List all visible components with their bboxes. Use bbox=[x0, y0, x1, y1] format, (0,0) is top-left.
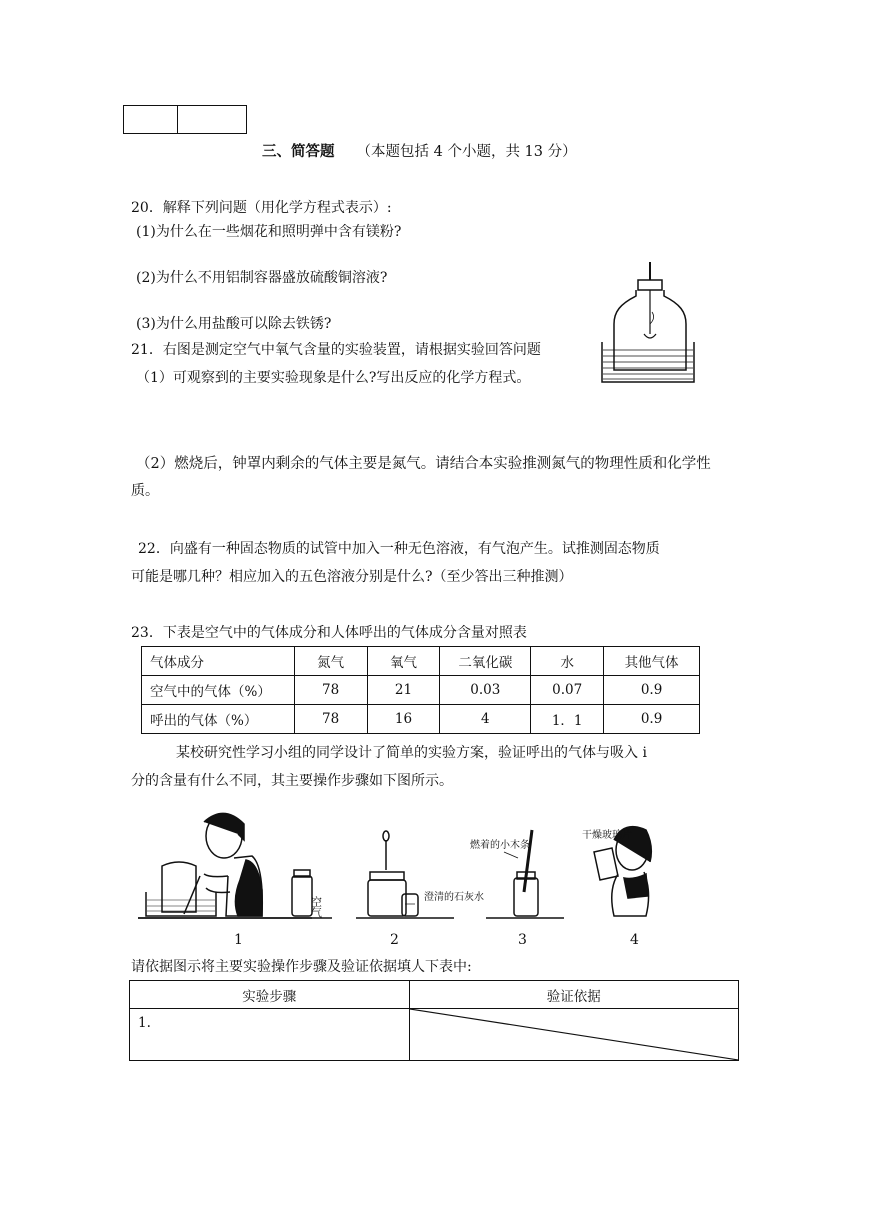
bell-jar-apparatus-image bbox=[598, 260, 696, 386]
q20-sub1: (1)为什么在一些烟花和照明弹中含有镁粉? bbox=[136, 224, 402, 240]
header-cell: 实验步骤 bbox=[130, 981, 410, 1009]
q23-paragraph-line2: 分的含量有什么不同，其主要操作步骤如下图所示。 bbox=[131, 773, 453, 789]
gas-composition-table bbox=[141, 646, 700, 734]
header-cell: 气体成分 bbox=[142, 647, 295, 676]
step-number: 4 bbox=[630, 932, 639, 948]
header-cell: 水 bbox=[531, 647, 604, 676]
q23-stem: 23．下表是空气中的气体成分和人体呼出的气体成分含量对照表 bbox=[131, 625, 527, 641]
q20-sub3: (3)为什么用盐酸可以除去铁锈? bbox=[136, 316, 332, 332]
table-cell: 呼出的气体（%） bbox=[142, 705, 295, 734]
step-number: 3 bbox=[518, 932, 527, 948]
step-number: 2 bbox=[390, 932, 399, 948]
label-limewater: 澄清的石灰水 bbox=[424, 892, 484, 903]
table-cell: 16 bbox=[367, 705, 440, 734]
q23-instruction: 请依据图示将主要实验操作步骤及验证依据填人下表中: bbox=[131, 959, 472, 975]
header-cell: 验证依据 bbox=[409, 981, 738, 1009]
label-burning-stick: 燃着的小木条 bbox=[470, 840, 530, 851]
score-box bbox=[123, 105, 247, 134]
section-title: 三、简答题 （本题包括 4 个小题，共 13 分） bbox=[262, 144, 577, 160]
q20-sub2: (2)为什么不用铝制容器盛放硫酸铜溶液? bbox=[136, 270, 388, 286]
experiment-steps-figure bbox=[134, 800, 664, 950]
q21-stem: 21．右图是测定空气中氧气含量的实验装置，请根据实验回答问题 bbox=[131, 342, 541, 358]
q20-stem: 20．解释下列问题（用化学方程式表示）: bbox=[131, 200, 392, 216]
q21-sub2-line2: 质。 bbox=[131, 483, 159, 499]
answer-cell[interactable]: 1. bbox=[130, 1009, 410, 1061]
table-cell: 0.9 bbox=[604, 705, 700, 734]
table-cell: 空气中的气体（%） bbox=[142, 676, 295, 705]
answer-cell-crossed[interactable] bbox=[409, 1009, 738, 1061]
header-cell: 氧气 bbox=[367, 647, 440, 676]
header-cell: 氮气 bbox=[294, 647, 367, 676]
step-number: 1 bbox=[234, 932, 243, 948]
label-air: 空气 bbox=[309, 896, 323, 918]
table-cell: 4 bbox=[440, 705, 531, 734]
step2-illustration bbox=[356, 831, 454, 918]
table-cell: 0.07 bbox=[531, 676, 604, 705]
table-cell: 1．1 bbox=[531, 705, 604, 734]
table-row bbox=[142, 705, 700, 734]
q22-line2: 可能是哪几种？相应加入的五色溶液分别是什么?（至少答出三种推测） bbox=[131, 569, 573, 585]
q21-sub1: （1）可观察到的主要实验现象是什么?写出反应的化学方程式。 bbox=[136, 370, 531, 386]
table-header-row bbox=[130, 981, 739, 1009]
table-cell: 21 bbox=[367, 676, 440, 705]
q23-paragraph-line1: 某校研究性学习小组的同学设计了简单的实验方案，验证呼出的气体与吸入 i bbox=[176, 745, 647, 761]
steps-answer-table bbox=[129, 980, 739, 1061]
table-cell: 78 bbox=[294, 705, 367, 734]
table-row bbox=[142, 676, 700, 705]
table-cell: 0.03 bbox=[440, 676, 531, 705]
table-cell: 78 bbox=[294, 676, 367, 705]
step1-illustration bbox=[138, 813, 312, 918]
label-dry-glass: 干燥玻璃片 bbox=[582, 830, 632, 841]
table-row bbox=[130, 1009, 739, 1061]
q22-line1: 22．向盛有一种固态物质的试管中加入一种无色溶液，有气泡产生。试推测固态物质 bbox=[138, 541, 660, 557]
table-cell: 0.9 bbox=[604, 676, 700, 705]
table-header-row bbox=[142, 647, 700, 676]
q21-sub2-line1: （2）燃烧后，钟罩内剩余的气体主要是氮气。请结合本实验推测氮气的物理性质和化学性 bbox=[136, 456, 711, 472]
header-cell: 二氧化碳 bbox=[440, 647, 531, 676]
header-cell: 其他气体 bbox=[604, 647, 700, 676]
